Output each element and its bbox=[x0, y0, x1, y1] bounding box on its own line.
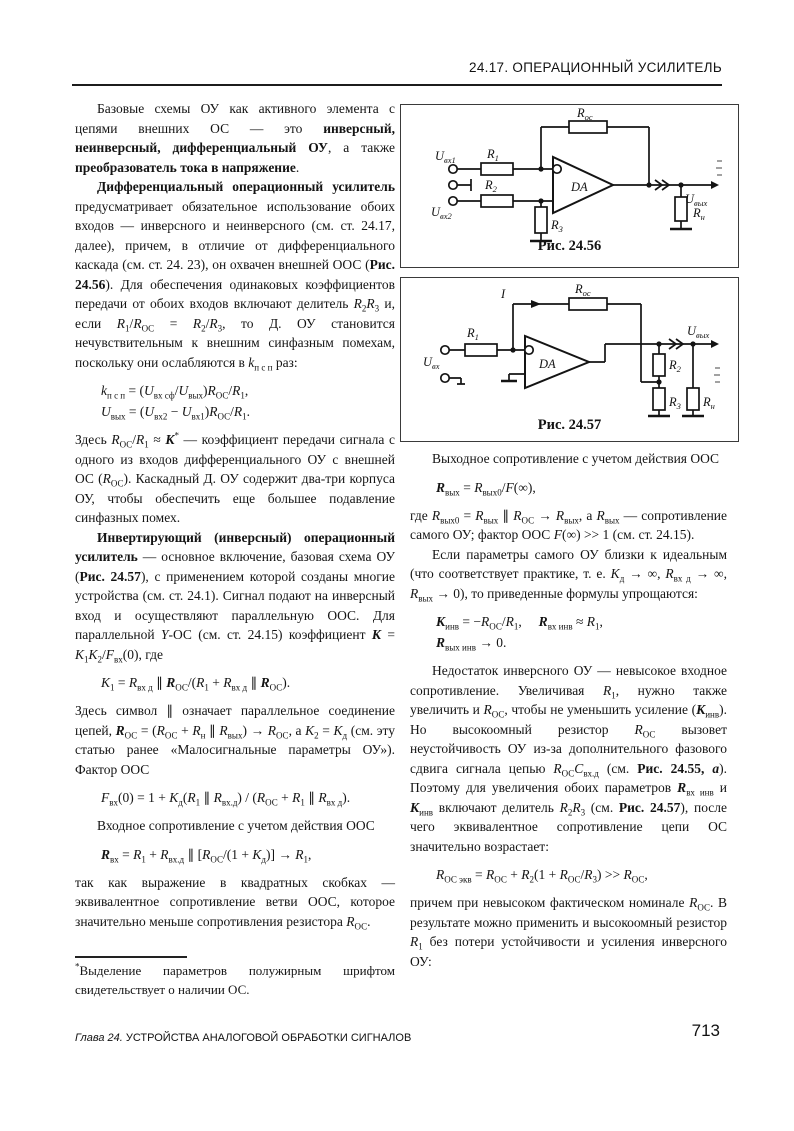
footer-chapter-title: УСТРОЙСТВА АНАЛОГОВОЙ ОБРАБОТКИ СИГНАЛОВ bbox=[125, 1032, 412, 1044]
paragraph: Выходное сопротивление с учетом действия ООС bbox=[432, 451, 720, 466]
header-rule bbox=[72, 84, 722, 86]
resistor-r2 bbox=[653, 354, 665, 376]
paragraph: Базовые схемы ОУ как активного элемента с цепями внешних ОС — это инверсный, неинверсный, дифференциальный ОУ, а также преобразователь тока в напряжение. bbox=[75, 101, 395, 175]
resistor-r1 bbox=[465, 344, 497, 356]
resistor-roc bbox=[569, 121, 607, 133]
label-uin1: $U_{вх1}$ bbox=[435, 149, 456, 165]
page-number: 713 bbox=[691, 1021, 720, 1040]
paragraph: Инвертирующий (инверсный) операционный усилитель — основное включение, базовая схема ОУ (Рис. 24.57), с применением которой созданы многие устройства (см. ст. 24.1). Сигнал подают на инверсный вход и осуществляют параллельную ООС. Для параллельной Y-ОС (см. ст. 24.15) коэффициент $К = K_1K_2/F_{вх}(0)$, где bbox=[75, 529, 395, 665]
figure-box-24-57 bbox=[400, 277, 739, 442]
current-arrowhead bbox=[531, 300, 541, 308]
resistor-roc bbox=[569, 298, 607, 310]
input-terminal-2 bbox=[449, 197, 457, 205]
paragraph: так как выражение в квадратных скобках — эквивалентное сопротивление ветви ООС, которое значительно меньше сопротивления резистора $R_{ОС}$. bbox=[75, 874, 395, 932]
formula-kpsp: $k_{п с п} = (U_{вх сф}/U_{вых})R_{ОС}/R_1$, $U_{вых} = (U_{вх2} - U_{вх1})R_{ОС}/R_1$. bbox=[101, 383, 251, 422]
footnote-rule bbox=[75, 956, 187, 958]
paragraph: Дифференциальный операционный усилитель предусматривает обязательное использование обоих входов — инверсного и неинверсного (см. ст. 24.17, далее), причем, в отличие от дифференциального каскада (см. ст. 24. 23), он охвачен внешней ООС (Рис. 24.56). Для обеспечения одинаковых коэффициентов передачи от обоих входов включают делитель $R_2R_3$ и, если $R_1/R_{ОС} = R_2/R_3$, то Д. ОУ становится нечувствительным к внешним синфазным помехам, поскольку они ослабляются в $k_{п с п}$ раз: bbox=[75, 179, 395, 373]
output-arrowhead bbox=[711, 181, 719, 189]
paragraph: где $R_{вых0} = R_{вых}$ ∥ $R_{ОС} \to R_{вых}$, а $R_{вых}$ — сопротивление самого ОУ; фактор ООС F(∞) >> 1 (см. ст. 24.15). bbox=[410, 507, 728, 542]
input-terminal-common bbox=[449, 181, 457, 189]
paragraph: Здесь $R_{ОС}/R_1 \approx К^*$ — коэффициент передачи сигнала с одного из входов дифференциального ОУ с внешней ОС $(R_{ОС})$. Каскадный Д. ОУ содержит два-три корпуса ОУ, чтобы обеспечить еще большее подавление синфазных помех. bbox=[75, 430, 395, 525]
label-r3: $R_3$ bbox=[551, 218, 563, 234]
label-rn: $R_н$ bbox=[703, 395, 715, 411]
label-da: DA bbox=[539, 357, 556, 371]
formula-rvyx: $R_{вых} = R_{вых0}/F(\infty)$, bbox=[436, 479, 536, 498]
scan-artifact-marks bbox=[714, 368, 720, 382]
figure-box-24-56 bbox=[400, 104, 739, 268]
formula-k1: $K_1 = R_{вх д}$ ∥ $R_{ОС}/(R_1 + R_{вх д}$ ∥ $R_{ОС}$). bbox=[101, 675, 291, 693]
label-r2: $R_2$ bbox=[485, 178, 497, 194]
label-rn: $R_н$ bbox=[693, 206, 705, 222]
paragraph: причем при невысоком фактическом номинале $R_{ОС}$. В результате можно применить и высокоомный резистор $R_1$ без потери устойчивости и усиления инверсного ОУ: bbox=[410, 895, 727, 969]
formula-kinv: $К_{инв} = -R_{ОС}/R_1$, $R_{вх инв} \approx R_1$, $R_{вых инв} \to 0$. bbox=[436, 614, 603, 653]
label-roc: $R_{ос}$ bbox=[577, 106, 593, 122]
formula-rvx: $R_{вх} = R_1 + R_{вх.д}$ ∥ $[R_{ОС}/(1 + K_д)] \to R_1$, bbox=[101, 846, 312, 865]
inverting-input-circle bbox=[525, 346, 533, 354]
footer-chapter-number: Глава 24. bbox=[75, 1032, 123, 1044]
input-terminal-1 bbox=[449, 165, 457, 173]
footnote: *Выделение параметров полужирным шрифтом свидетельствует о наличии ОС. bbox=[75, 961, 395, 997]
label-uin: $U_{вх}$ bbox=[423, 355, 440, 371]
op-amp-symbol bbox=[525, 336, 589, 388]
right-column bbox=[410, 449, 727, 971]
paragraph: Если параметры самого ОУ близки к идеальным (что соответствует практике, т. е. $K_д$ → ∞, $R_{вх д}$ → ∞, $R_{вых} \to 0$), то приведенные формулы упрощаются: bbox=[410, 546, 728, 604]
output-arrowhead bbox=[711, 340, 719, 348]
label-i: I bbox=[501, 287, 506, 301]
resistor-r3 bbox=[653, 388, 665, 410]
resistor-r1 bbox=[481, 163, 513, 175]
resistor-r2 bbox=[481, 195, 513, 207]
section-header: 24.17. ОПЕРАЦИОННЫЙ УСИЛИТЕЛЬ bbox=[469, 60, 722, 75]
resistor-r3 bbox=[535, 207, 547, 233]
input-terminal-ground bbox=[441, 374, 449, 382]
scan-artifact-marks bbox=[716, 161, 722, 175]
label-da: DA bbox=[571, 180, 588, 194]
paragraph: Недостаток инверсного ОУ — невысокое входное сопротивление. Увеличивая $R_1$, нужно также увеличить и $R_{ОС}$, чтобы не уменьшить усиление $(К_{инв})$. Но высокоомный резистор $R_{ОС}$ вызовет неустойчивость ОУ из-за дополнительного фазового сдвига сигнала цепью $R_{ОС}C_{вх.д}$ (см. Рис. 24.55, а). Поэтому для увеличения обоих параметров $R_{вх инв}$ и $К_{инв}$ включают делитель $R_2R_3$ (см. Рис. 24.57), после чего эквивалентное сопротивление цепи ОС значительно возрастает: bbox=[410, 663, 727, 854]
label-r1: $R_1$ bbox=[487, 147, 499, 163]
paragraph: Входное сопротивление с учетом действия ООС bbox=[97, 818, 375, 833]
circuit-diagram-24-57 bbox=[401, 278, 735, 422]
label-uout: $U_{вых}$ bbox=[685, 192, 708, 208]
inverting-input-circle bbox=[553, 165, 561, 173]
label-r2: $R_2$ bbox=[669, 358, 681, 374]
paragraph: Здесь символ ∥ означает параллельное соединение цепей, $R_{ОС} = (R_{ОС} + R_н$ ∥ $R_{вых}) \to R_{ОС}$, а $K_2 = K_д$ (см. эту статью ранее «Малосигнальные параметры ОУ»). Фактор ООС bbox=[75, 703, 396, 777]
formula-rocekv: $R_{ОС экв} = R_{ОС} + R_2(1 + R_{ОС}/R_3) >> R_{ОС}$, bbox=[436, 867, 648, 885]
formula-fvx: $F_{вх}(0) = 1 + K_д(R_1$ ∥ $R_{вх.д}) / (R_{ОС} + R_1$ ∥ $R_{вх д}$). bbox=[101, 790, 351, 808]
figure-caption: Рис. 24.56 bbox=[537, 238, 602, 254]
label-uin2: $U_{вх2}$ bbox=[431, 205, 452, 221]
label-uout: $U_{вых}$ bbox=[687, 324, 710, 340]
resistor-rn bbox=[687, 388, 699, 410]
label-r1: $R_1$ bbox=[467, 326, 479, 342]
figure-caption: Рис. 24.57 bbox=[537, 417, 602, 433]
circuit-diagram-24-56 bbox=[401, 105, 735, 243]
left-column bbox=[75, 99, 395, 931]
footer-chapter bbox=[75, 1032, 411, 1044]
label-roc: $R_{ос}$ bbox=[575, 282, 591, 298]
input-terminal bbox=[441, 346, 449, 354]
label-r3: $R_3$ bbox=[669, 395, 681, 411]
